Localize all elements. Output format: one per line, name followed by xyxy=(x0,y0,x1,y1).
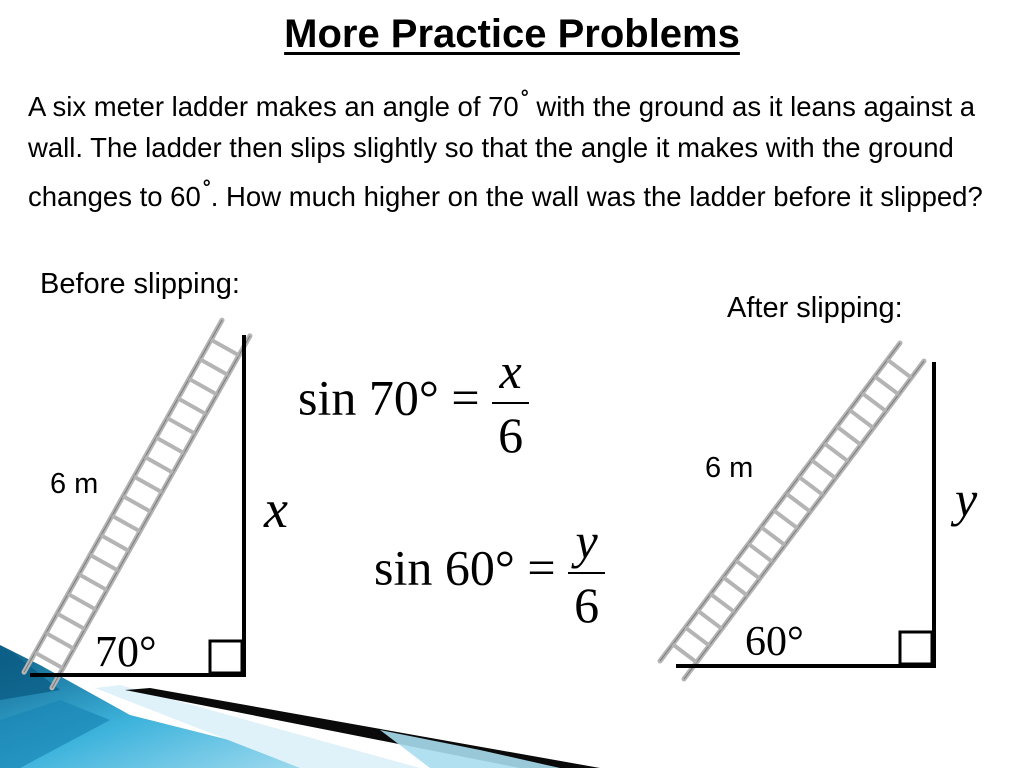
ladder-rung xyxy=(90,555,118,571)
ladder-rung xyxy=(887,360,911,378)
ladder-rung xyxy=(145,457,173,473)
ladder-rung xyxy=(698,611,722,629)
ladder-rung xyxy=(786,494,810,512)
eq2-func: sin xyxy=(374,539,433,596)
ladder-rung xyxy=(68,594,96,610)
ladder-rung xyxy=(673,644,697,662)
ladder-rung xyxy=(799,477,823,495)
ladder-rung xyxy=(46,633,74,649)
ladder-rung xyxy=(200,359,228,375)
before-angle-label: 70° xyxy=(95,627,157,676)
degree-symbol: ° xyxy=(202,177,211,199)
after-side-variable: y xyxy=(955,471,978,527)
problem-text-part2: with the ground as it leans against a wall. The ladder then slips slightly so that the angle it makes with the ground changes to 60 xyxy=(28,91,976,212)
ladder-rung xyxy=(123,496,151,512)
problem-statement xyxy=(28,78,1003,217)
ladder-rung xyxy=(824,443,848,461)
eq2-denominator: 6 xyxy=(574,577,600,633)
corner-decoration xyxy=(0,645,600,768)
eq2-numerator: y xyxy=(575,513,598,569)
ladder-rail-edge xyxy=(660,343,900,661)
ladder-rung xyxy=(723,577,747,595)
after-hypotenuse-label: 6 m xyxy=(705,452,754,484)
before-side-variable: x xyxy=(264,479,288,539)
ladder-rung xyxy=(167,418,195,434)
eq1-numerator: x xyxy=(499,343,522,399)
ladder-rung xyxy=(875,376,899,394)
equation-sin60 xyxy=(374,512,605,634)
eq1-func: sin xyxy=(298,369,357,426)
ladder-rung xyxy=(748,544,772,562)
ladder-rung xyxy=(189,379,217,395)
ladder-rung xyxy=(211,340,239,356)
eq1-fraction xyxy=(492,342,529,464)
ladder-rung xyxy=(685,627,709,645)
ladder-rung xyxy=(862,393,886,411)
fraction-bar xyxy=(568,572,605,574)
ladder-rung xyxy=(178,398,206,414)
eq1-denominator: 6 xyxy=(498,407,524,463)
ladder-rung xyxy=(79,574,107,590)
eq1-equals: = xyxy=(451,369,480,426)
ladder-rung xyxy=(850,410,874,428)
ladder-rung xyxy=(134,477,162,493)
after-label: After slipping: xyxy=(727,292,903,324)
equation-sin70 xyxy=(298,342,529,464)
eq1-angle: 70° xyxy=(368,369,439,426)
ladder-rung xyxy=(837,427,861,445)
slide-title: More Practice Problems xyxy=(284,12,740,56)
ladder-rung xyxy=(112,516,140,532)
ladder-rung xyxy=(774,510,798,528)
ladder-rung xyxy=(156,437,184,453)
ladder-rung xyxy=(101,535,129,551)
problem-text-part3: . How much higher on the wall was the ladder before it slipped? xyxy=(210,181,983,212)
ladder-rung xyxy=(57,613,85,629)
after-angle-label: 60° xyxy=(745,619,804,665)
fraction-bar xyxy=(492,402,529,404)
eq2-equals: = xyxy=(527,539,556,596)
eq2-angle: 60° xyxy=(444,539,515,596)
ladder-rail-edge xyxy=(684,361,924,679)
ladder-rung xyxy=(812,460,836,478)
degree-symbol: ° xyxy=(520,87,529,109)
ladder-rung xyxy=(711,594,735,612)
before-label: Before slipping: xyxy=(40,268,240,300)
before-hypotenuse-label: 6 m xyxy=(50,468,99,500)
eq2-fraction xyxy=(568,512,605,634)
ladder-rung xyxy=(761,527,785,545)
ladder-rung xyxy=(736,561,760,579)
problem-text-part1: A six meter ladder makes an angle of 70 xyxy=(28,91,519,122)
